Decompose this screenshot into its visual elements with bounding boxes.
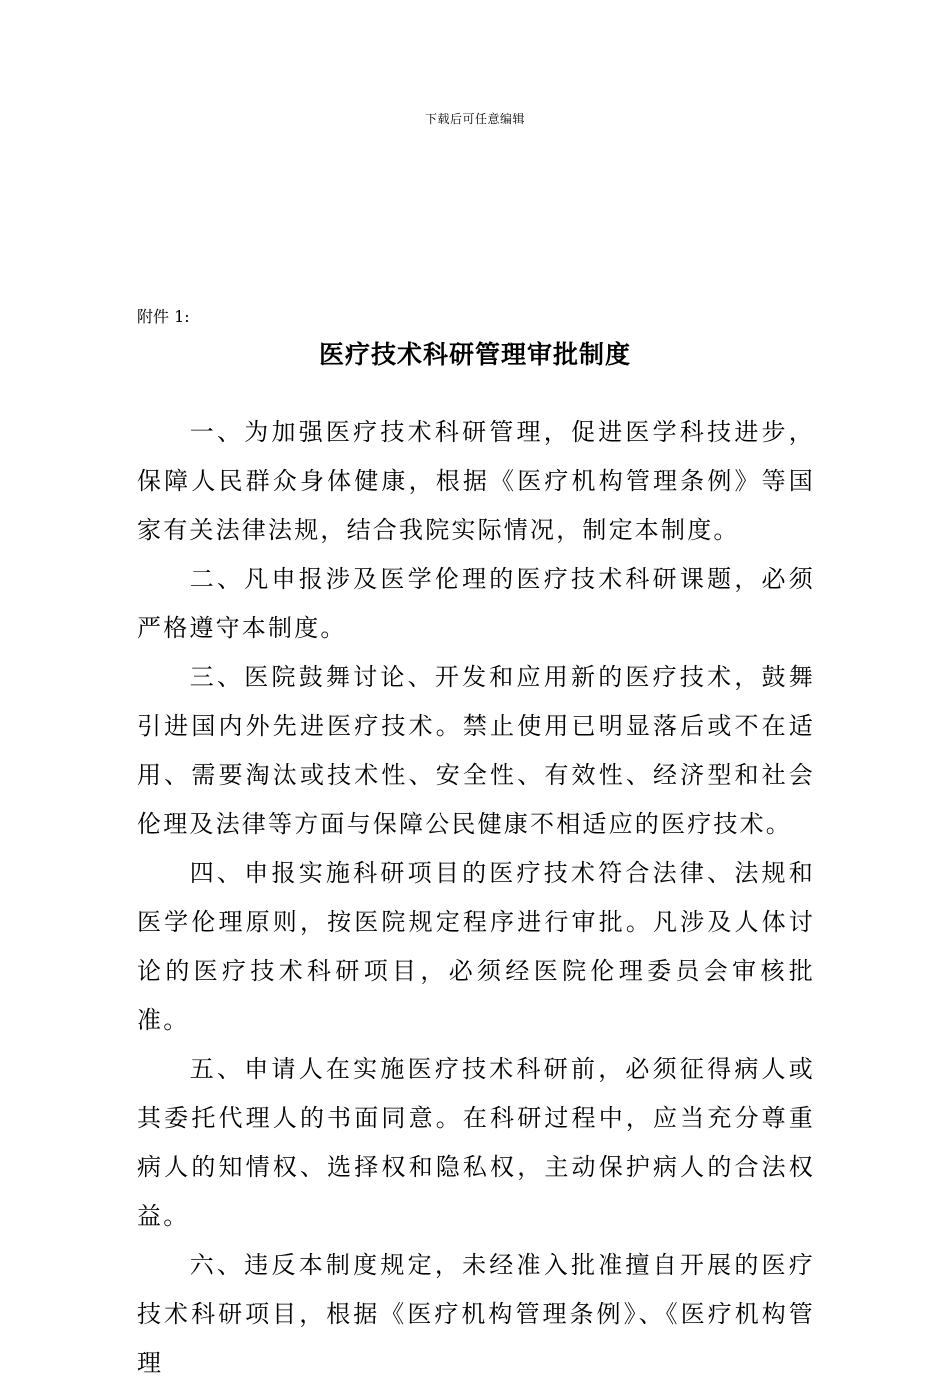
attachment-label: 附件 1:: [137, 307, 190, 326]
paragraph-3: 三、医院鼓舞讨论、开发和应用新的医疗技术，鼓舞引进国内外先进医疗技术。禁止使用已明显落后或不在适用、需要淘汰或技术性、安全性、有效性、经济型和社会伦理及法律等方面与保障公民健康不相适应的医疗技术。: [137, 663, 815, 838]
paragraph-5: 五、申请人在实施医疗技术科研前，必须征得病人或其委托代理人的书面同意。在科研过程中，应当充分尊重病人的知情权、选择权和隐私权，主动保护病人的合法权益。: [137, 1055, 815, 1230]
document-body: [137, 408, 815, 1388]
header-note: 下载后可任意编辑: [424, 112, 525, 126]
paragraph-4: 四、申报实施科研项目的医疗技术符合法律、法规和医学伦理原则，按医院规定程序进行审批。凡涉及人体讨论的医疗技术科研项目，必须经医院伦理委员会审核批准。: [137, 859, 815, 1034]
paragraph-2: 二、凡申报涉及医学伦理的医疗技术科研课题，必须严格遵守本制度。: [137, 565, 815, 642]
document-title: 医疗技术科研管理审批制度: [318, 340, 631, 369]
paragraph-6: 六、违反本制度规定，未经准入批准擅自开展的医疗技术科研项目，根据《医疗机构管理条例》、《医疗机构管理: [137, 1251, 815, 1377]
paragraph-1: 一、为加强医疗技术科研管理，促进医学科技进步，保障人民群众身体健康，根据《医疗机构管理条例》等国家有关法律法规，结合我院实际情况，制定本制度。: [137, 418, 815, 544]
